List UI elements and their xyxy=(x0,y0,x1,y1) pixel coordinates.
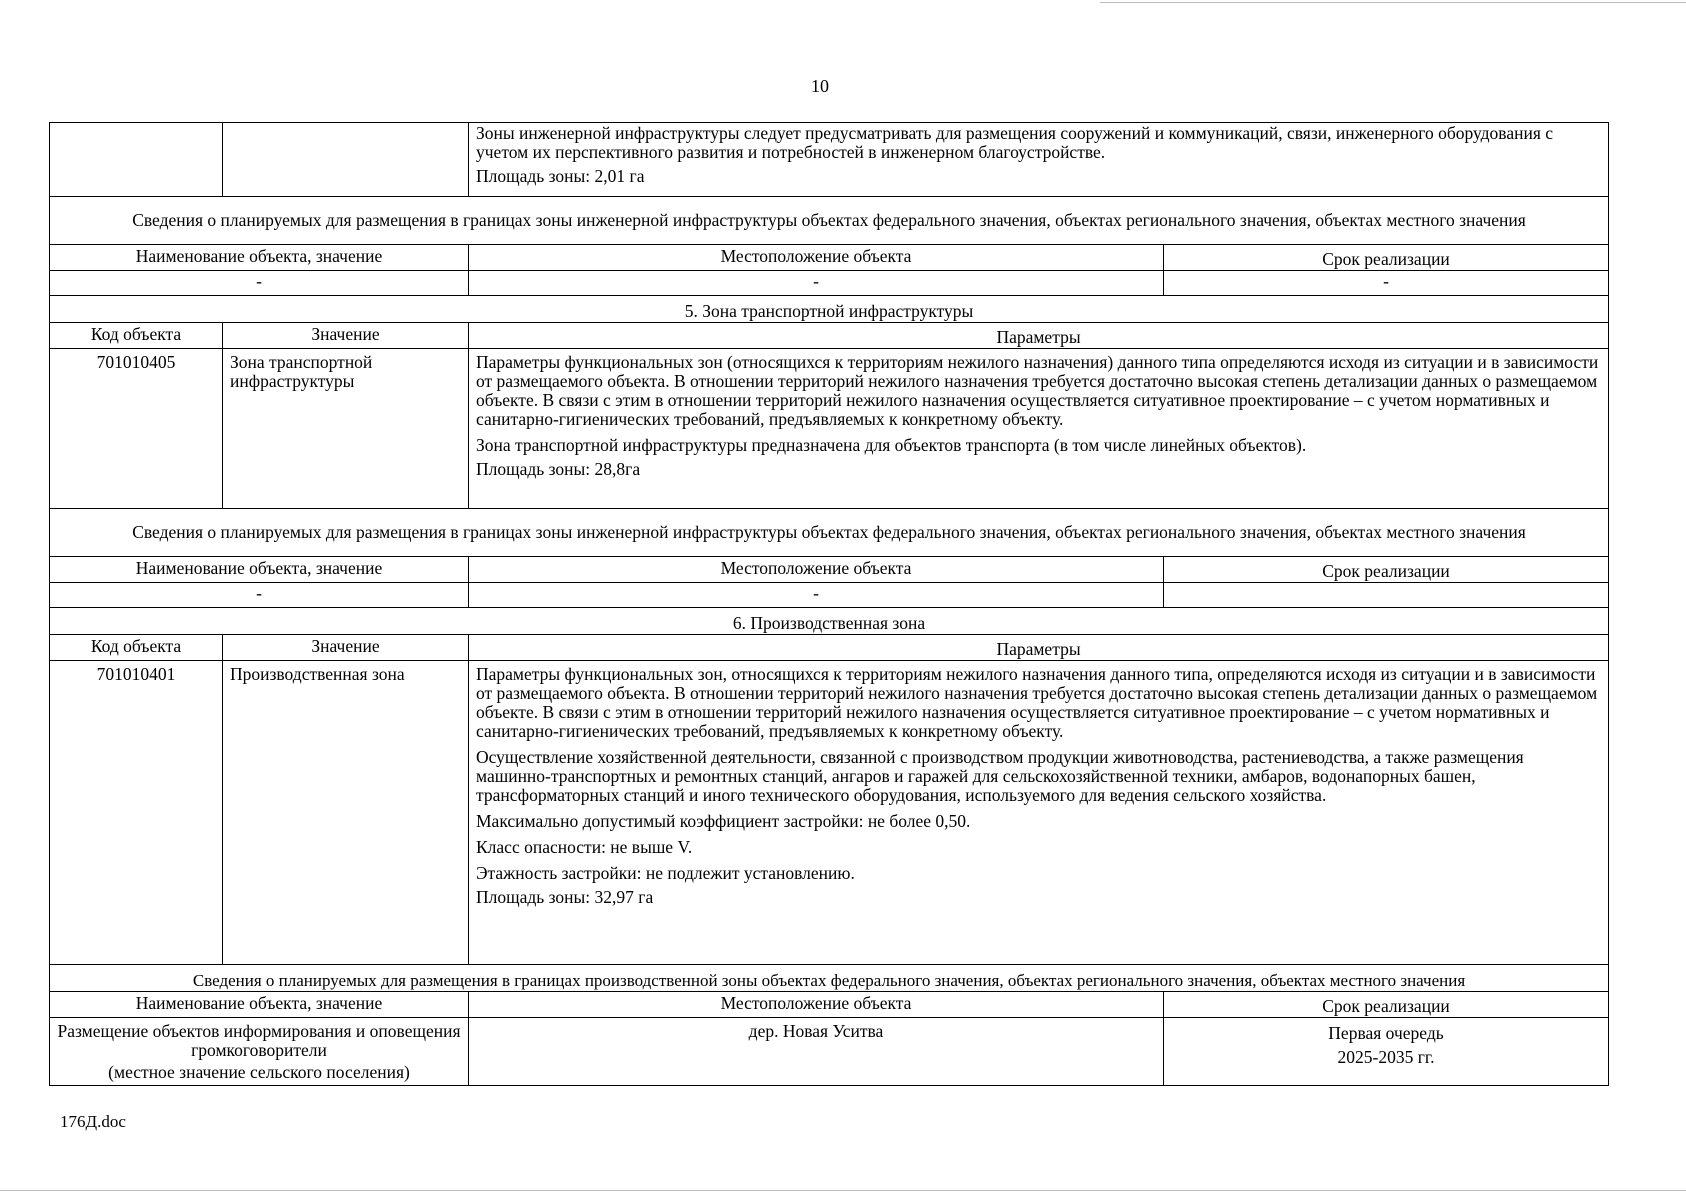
section4-col-name: Наименование объекта, значение xyxy=(50,245,469,271)
section4-planned-header-row xyxy=(50,245,1609,271)
section5-planned-header-row xyxy=(50,557,1609,583)
section5-header-row xyxy=(50,323,1609,349)
section6-row-location: дер. Новая Уситва xyxy=(469,1018,1164,1086)
section4-row-name: - xyxy=(50,271,469,296)
section6-planned-title-row xyxy=(50,965,1609,992)
section6-params-paragraph-5: Этажность застройки: не подлежит установлению. xyxy=(476,863,855,883)
section4-row-term: - xyxy=(1164,271,1609,296)
section5-col-term: Срок реализации xyxy=(1164,557,1609,583)
section4-planned-title-row xyxy=(50,197,1609,245)
section6-col-name: Наименование объекта, значение xyxy=(50,992,469,1018)
page-number: 10 xyxy=(811,76,829,96)
section5-row-name: - xyxy=(50,583,469,608)
section4-value-cell xyxy=(223,123,469,197)
section6-col-params: Параметры xyxy=(469,635,1609,661)
section4-params-cell xyxy=(469,123,1609,197)
section5-code: 701010405 xyxy=(50,349,223,509)
section5-params-cell xyxy=(469,349,1609,509)
section6-code: 701010401 xyxy=(50,661,223,965)
scan-edge-bottom xyxy=(0,1190,1686,1191)
section5-title: 5. Зона транспортной инфраструктуры xyxy=(50,296,1609,323)
section6-header-row xyxy=(50,635,1609,661)
section5-col-value: Значение xyxy=(223,323,469,349)
section5-params-paragraph-2: Зона транспортной инфраструктуры предназначена для объектов транспорта (в том числе линейных объектов). xyxy=(476,435,1307,455)
section5-col-params: Параметры xyxy=(469,323,1609,349)
section6-params-paragraph-3: Максимально допустимый коэффициент застройки: не более 0,50. xyxy=(476,811,971,831)
section6-title: 6. Производственная зона xyxy=(50,608,1609,635)
section4-col-term: Срок реализации xyxy=(1164,245,1609,271)
section6-col-code: Код объекта xyxy=(50,635,223,661)
section6-params-cell xyxy=(469,661,1609,965)
section4-paragraph: Зоны инженерной инфраструктуры следует предусматривать для размещения сооружений и коммуникаций, связи, инженерного оборудования с учетом их перспективного развития и потребностей в инженерном благоустройстве. xyxy=(476,123,1554,162)
section4-area: Площадь зоны: 2,01 га xyxy=(476,166,645,186)
section4-params-row xyxy=(50,123,1609,197)
section6-zone-row xyxy=(50,661,1609,965)
section5-planned-title-row xyxy=(50,509,1609,557)
section6-row-name-line2: (местное значение сельского поселения) xyxy=(108,1062,410,1082)
section6-row-name-line1: Размещение объектов информирования и оповещения громкоговорители xyxy=(57,1021,461,1060)
section6-planned-header-row xyxy=(50,992,1609,1018)
section6-col-term: Срок реализации xyxy=(1164,992,1609,1018)
section5-col-location: Местоположение объекта xyxy=(469,557,1164,583)
section6-params-paragraph-1: Параметры функциональных зон, относящихся к территориям нежилого назначения данного типа, определяются исходя из ситуации и в зависимости от размещаемого объекта. В отношении территорий нежилого назначения требуется достаточно высокая степень детализации данных о размещаемом объекте. В связи с этим в отношении территорий нежилого назначения осуществляется ситуативное проектирование – с учетом нормативных и санитарно-гигиенических требований, предъявляемых к конкретному объекту. xyxy=(476,664,1598,741)
zones-table xyxy=(49,122,1609,1086)
section6-row-term-cell xyxy=(1164,1018,1609,1086)
scan-edge-top xyxy=(1100,2,1686,3)
section5-col-name: Наименование объекта, значение xyxy=(50,557,469,583)
section5-col-code: Код объекта xyxy=(50,323,223,349)
section6-planned-row xyxy=(50,1018,1609,1086)
section6-params-paragraph-4: Класс опасности: не выше V. xyxy=(476,837,693,857)
section5-row-location: - xyxy=(469,583,1164,608)
section6-col-value: Значение xyxy=(223,635,469,661)
section6-row-term-line1: Первая очередь xyxy=(1328,1023,1444,1043)
section5-title-row xyxy=(50,296,1609,323)
section5-params-paragraph-1: Параметры функциональных зон (относящихся к территориям нежилого назначения) данного типа определяются исходя из ситуации и в зависимости от размещаемого объекта. В отношении территорий нежилого назначения требуется достаточно высокая степень детализации данных о размещаемом объекте. В связи с этим в отношении территорий нежилого назначения осуществляется ситуативное проектирование – с учетом нормативных и санитарно-гигиенических требований, предъявляемых к конкретному объекту. xyxy=(476,352,1599,429)
section5-planned-title: Сведения о планируемых для размещения в границах зоны инженерной инфраструктуры объектах федерального значения, объектах регионального значения, объектах местного значения xyxy=(50,509,1609,557)
section6-params-paragraph-2: Осуществление хозяйственной деятельности, связанной с производством продукции животноводства, растениеводства, а также размещения машинно-транспортных и ремонтных станций, ангаров и гаражей для сельскохозяйственной техники, амбаров, водонапорных башен, трансформаторных станций и иного технического оборудования, используемого для ведения сельского хозяйства. xyxy=(476,747,1524,805)
section6-planned-title: Сведения о планируемых для размещения в границах производственной зоны объектах федерального значения, объектах регионального значения, объектах местного значения xyxy=(50,965,1609,992)
section4-planned-title: Сведения о планируемых для размещения в границах зоны инженерной инфраструктуры объектах федерального значения, объектах регионального значения, объектах местного значения xyxy=(50,197,1609,245)
section6-title-row xyxy=(50,608,1609,635)
section5-planned-row xyxy=(50,583,1609,608)
section4-planned-row xyxy=(50,271,1609,296)
document-filename: 176Д.doc xyxy=(60,1112,126,1131)
section4-code-cell xyxy=(50,123,223,197)
section5-area: Площадь зоны: 28,8га xyxy=(476,459,641,479)
section6-row-name-cell xyxy=(50,1018,469,1086)
section4-col-location: Местоположение объекта xyxy=(469,245,1164,271)
section6-area: Площадь зоны: 32,97 га xyxy=(476,887,654,907)
section6-row-term-line2: 2025-2035 гг. xyxy=(1337,1047,1435,1067)
section6-col-location: Местоположение объекта xyxy=(469,992,1164,1018)
section5-row-term xyxy=(1164,583,1609,608)
section4-row-location: - xyxy=(469,271,1164,296)
section6-value: Производственная зона xyxy=(223,661,469,965)
section5-zone-row xyxy=(50,349,1609,509)
section5-value: Зона транспортной инфраструктуры xyxy=(223,349,469,509)
